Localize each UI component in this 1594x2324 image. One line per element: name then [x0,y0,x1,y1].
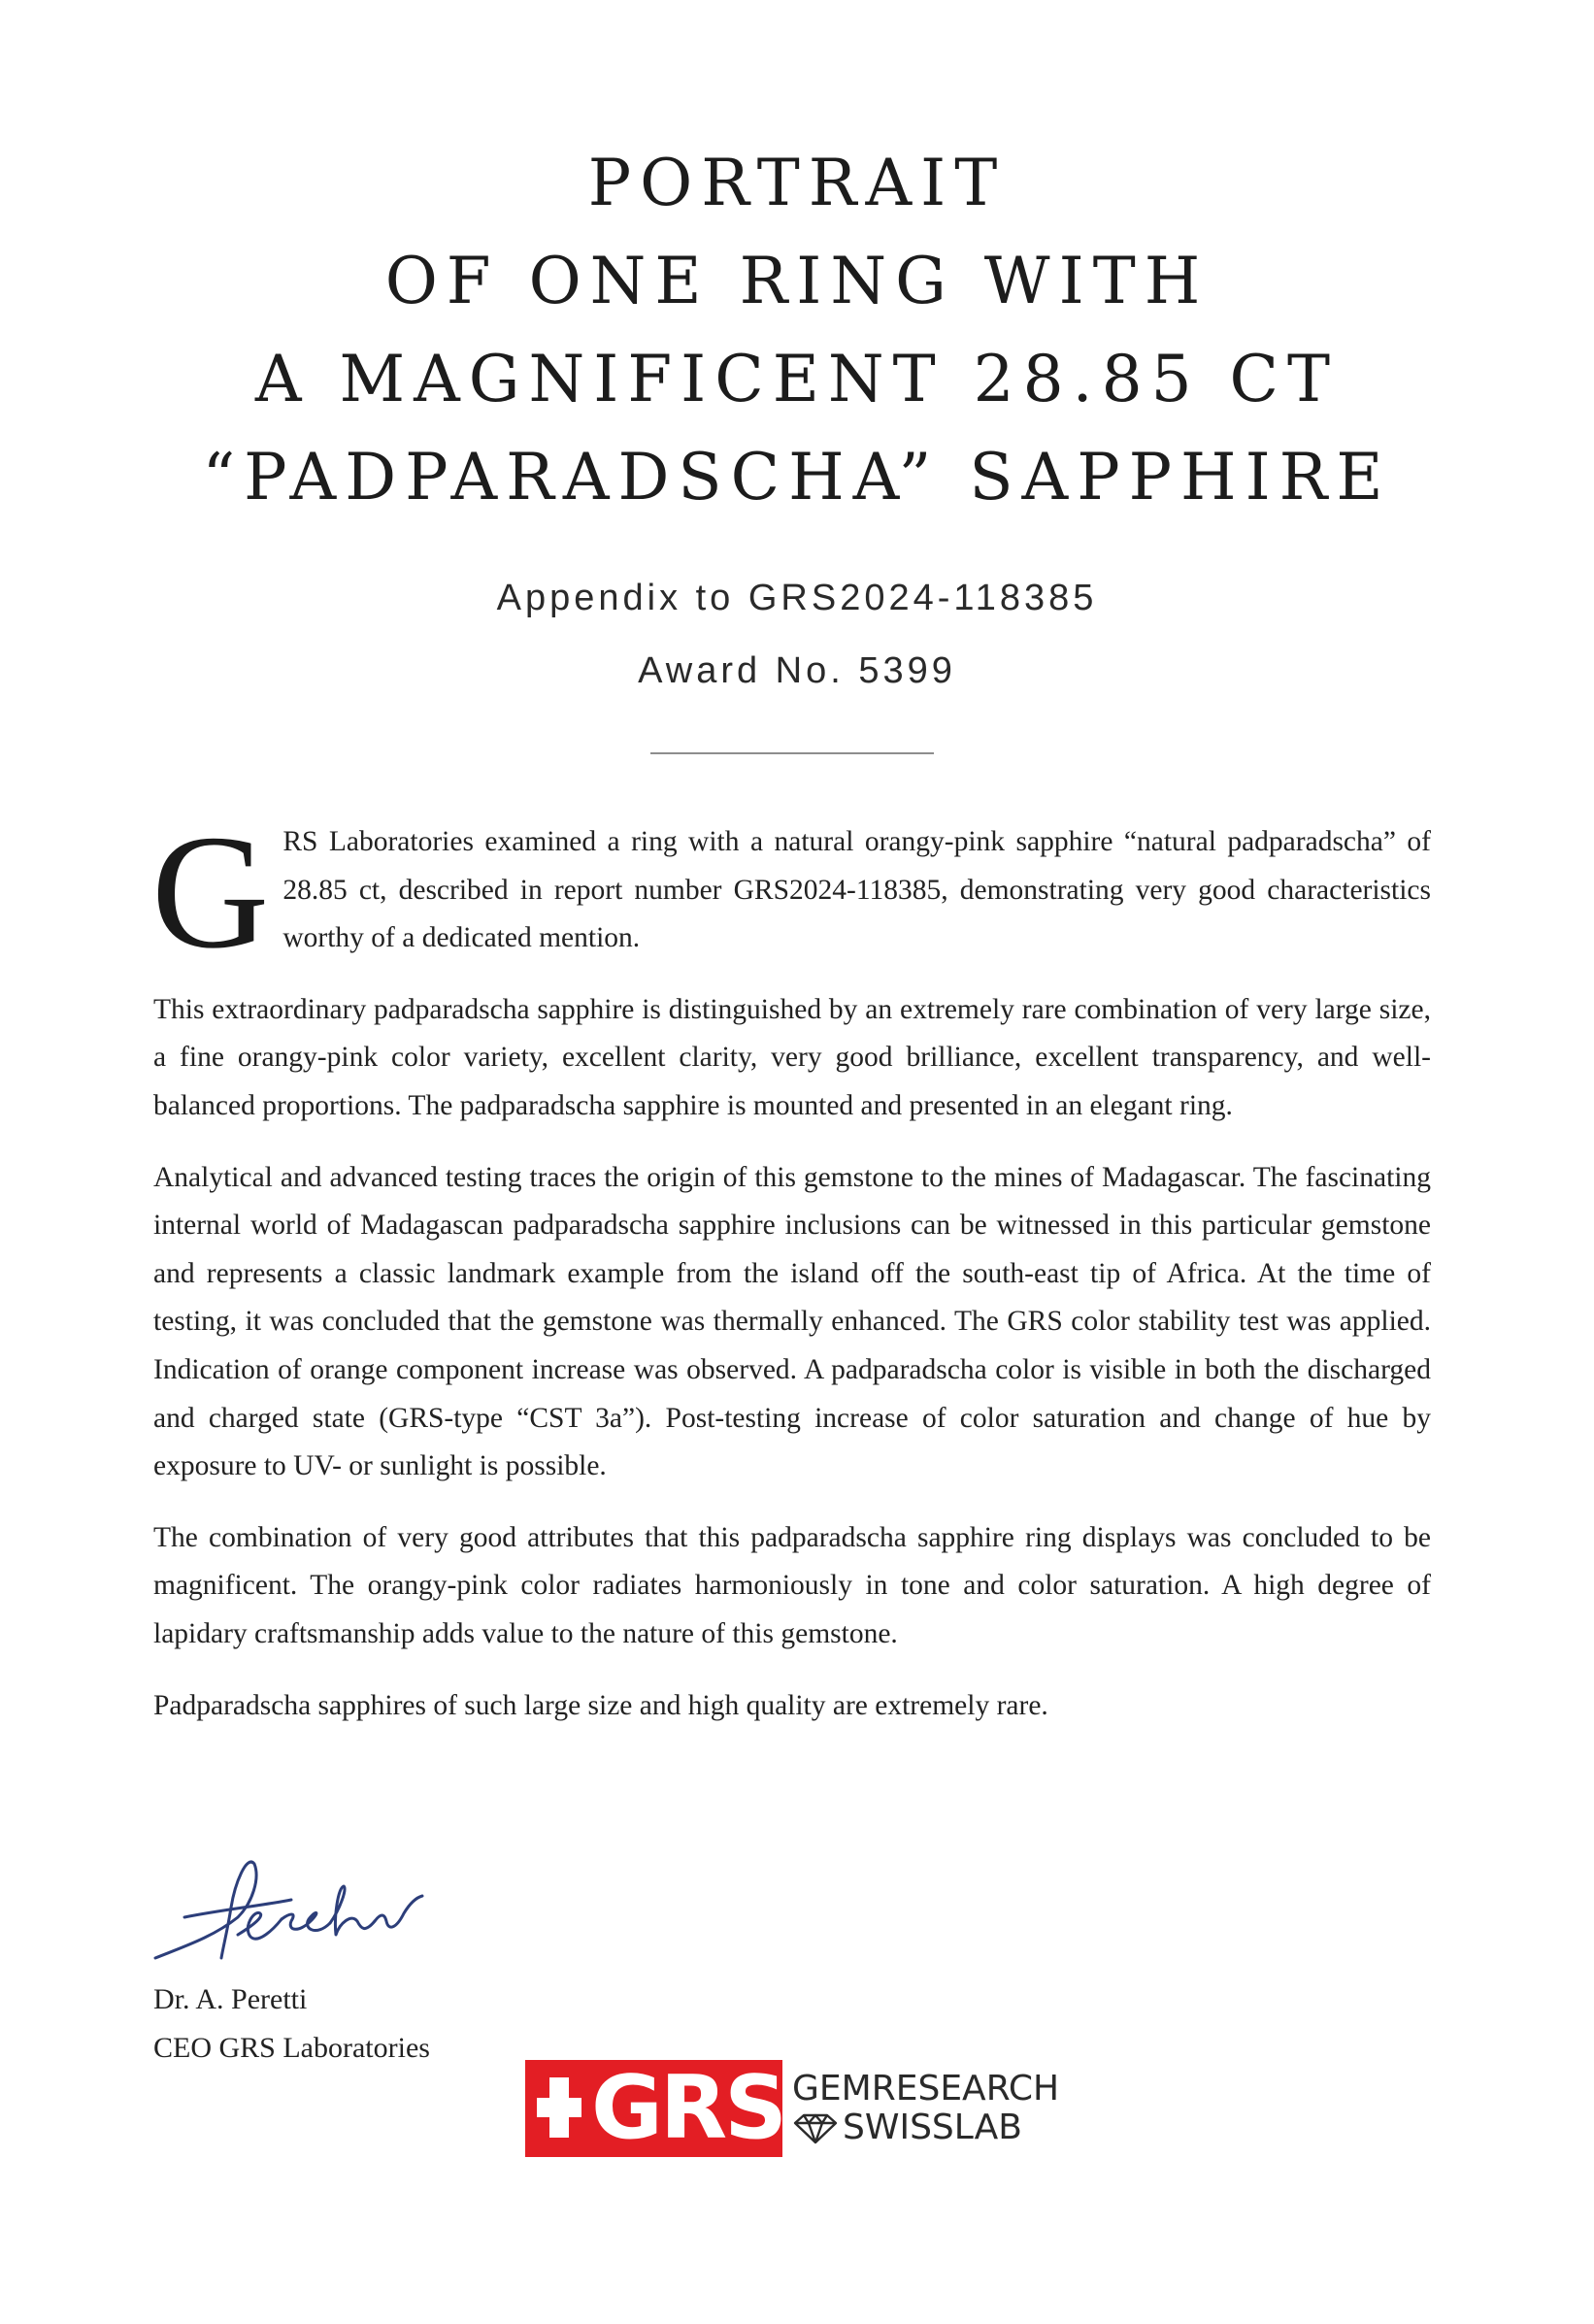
award-number: Award No. 5399 [638,650,956,691]
logo-text-swisslab: SWISSLAB [843,2108,1022,2147]
paragraph-5: Padparadscha sapphires of such large size and high quality are extremely rare. [153,1689,1048,1721]
document-title [0,134,1594,526]
diamond-icon [792,2112,839,2145]
logo-red-block [525,2057,784,2159]
signature [146,1849,427,1971]
appendix-reference: Appendix to GRS2024-118385 [496,578,1098,618]
paragraph-1-text: RS Laboratories examined a ring with a natural orangy-pink sapphire “natural padparadscha” of 28.85 ct, described in report number GRS2024-118385, demonstrating very good characteristics worthy of a dedicated mention. [282,826,1431,954]
paragraph-1 [151,802,1431,982]
title-line-3: A MAGNIFICENT 28.85 CT [254,342,1340,416]
swiss-cross-icon-vertical [549,2077,569,2138]
paragraph-3: Analytical and advanced testing traces the origin of this gemstone to the mines of Madagascar. The fascinating internal world of Madagascan padparadscha sapphire inclusions can be witnessed in this particular gemstone and represents a classic landmark example from the island off the south-east tip of Africa. At the time of testing, it was concluded that the gemstone was thermally enhanced. The GRS color stability test was applied. Indication of orange component increase was observed. A padparadscha color is visible in both the discharged and charged state (GRS-type “CST 3a”). Post-testing increase of color saturation and change of hue by exposure to UV- or sunlight is possible. [153,1161,1431,1482]
title-line-1: PORTRAIT [587,146,1007,220]
title-divider [650,752,934,754]
body-text [151,802,1431,1753]
title-line-2: OF ONE RING WITH [384,244,1210,318]
title-line-4: “PADPARADSCHA” SAPPHIRE [202,440,1392,515]
logo-mark: GRS [591,2057,784,2159]
drop-cap: G [151,802,270,982]
signatory-role: CEO GRS Laboratories [153,2032,430,2064]
paragraph-2: This extraordinary padparadscha sapphire is distinguished by an extremely rare combination of very large size, a fine orangy-pink color variety, excellent clarity, very good brilliance, excellent transparency, and well-balanced proportions. The padparadscha sapphire is mounted and presented in an elegant ring. [153,993,1431,1121]
grs-logo [525,2057,1069,2159]
logo-text-gemresearch: GEMRESEARCH [792,2069,1060,2108]
paragraph-4: The combination of very good attributes that this padparadscha sapphire ring displays was concluded to be magnificent. The orangy-pink color radiates harmoniously in tone and color saturation. A high degree of lapidary craftsmanship adds value to the nature of this gemstone. [153,1521,1431,1649]
signatory-name: Dr. A. Peretti [153,1983,308,2015]
